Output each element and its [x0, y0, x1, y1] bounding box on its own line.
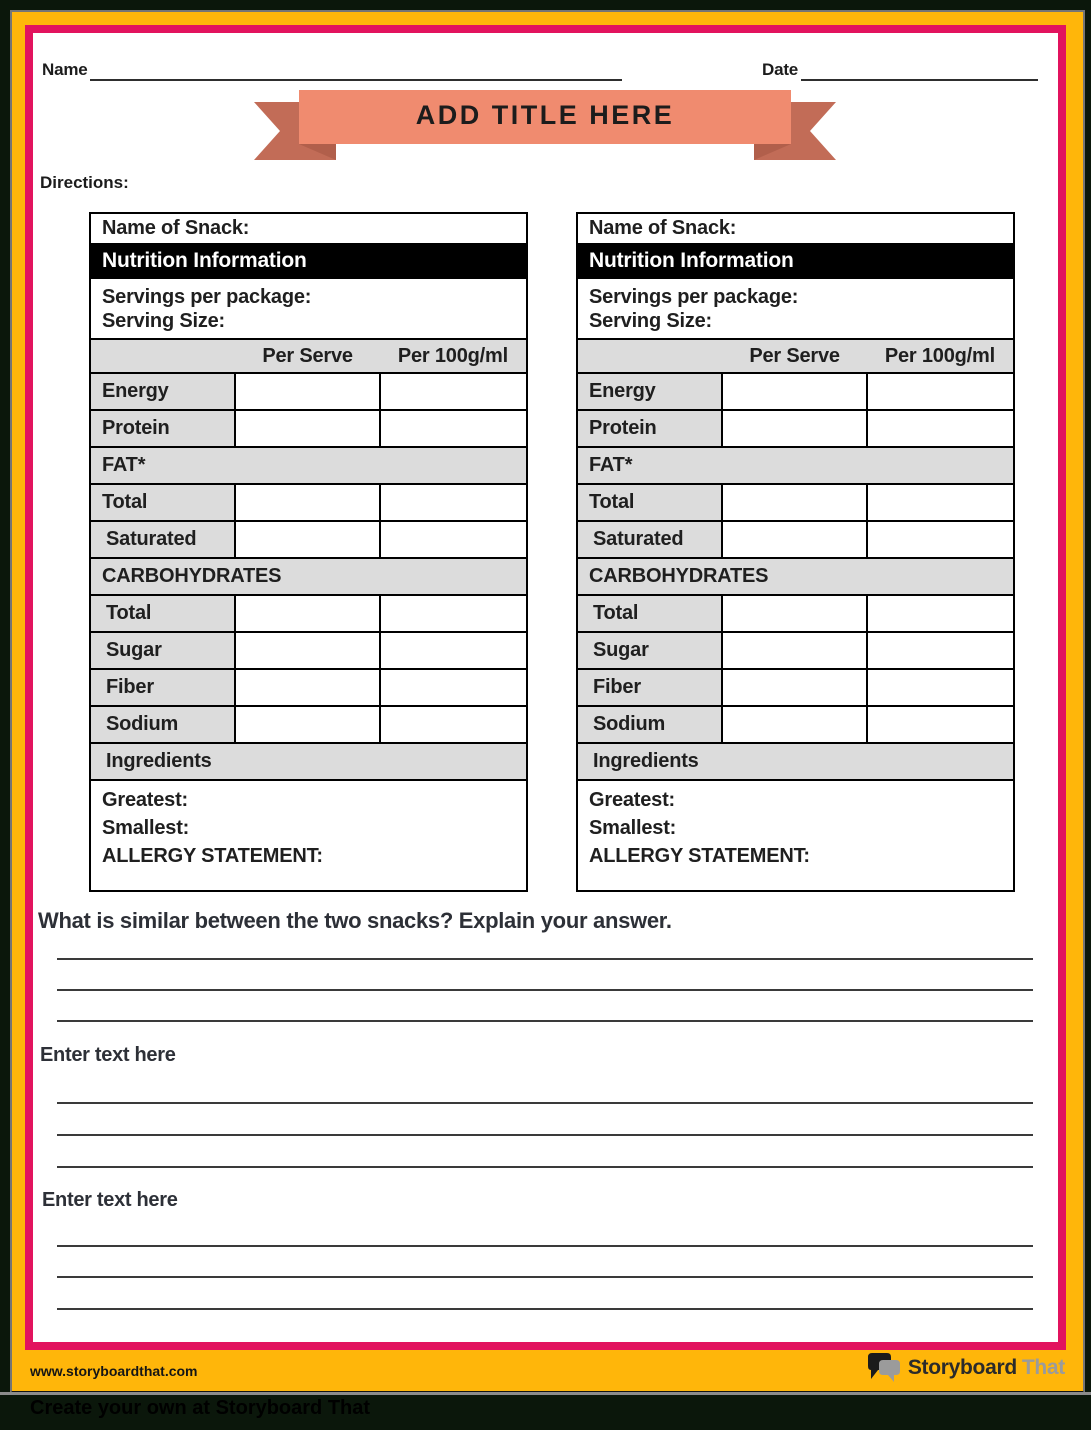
- fat-total-label-cell: Total: [577, 484, 722, 521]
- fat-section-row: FAT*: [577, 447, 1014, 484]
- fiber-label-cell: Fiber: [90, 669, 235, 706]
- carb-total-per-100-cell[interactable]: [380, 595, 527, 632]
- energy-label-cell: Energy: [577, 373, 722, 410]
- fat-total-per-100-cell[interactable]: [380, 484, 527, 521]
- per-100-column-header: Per 100g/ml: [884, 344, 995, 367]
- carbohydrates-section-row: CARBOHYDRATES: [90, 558, 527, 595]
- saturated-per-serve-cell[interactable]: [722, 521, 867, 558]
- saturated-label-cell: Saturated: [90, 521, 235, 558]
- fat-total-per-serve-cell[interactable]: [722, 484, 867, 521]
- protein-per-100-cell[interactable]: [380, 410, 527, 447]
- fiber-per-100-cell[interactable]: [380, 669, 527, 706]
- energy-label-cell: Energy: [90, 373, 235, 410]
- empty-column-header: [91, 345, 235, 368]
- ingredients-section-row: Ingredients: [577, 743, 1014, 780]
- serving-size-label: Serving Size:: [102, 309, 225, 332]
- smallest-label: Smallest:: [589, 817, 677, 839]
- brand-text-secondary: That: [1021, 1356, 1065, 1379]
- sodium-per-100-cell[interactable]: [380, 706, 527, 743]
- answer-line[interactable]: [57, 1134, 1033, 1136]
- nutrition-information-header: Nutrition Information: [90, 244, 527, 278]
- carb-total-label-cell: Total: [90, 595, 235, 632]
- fiber-per-serve-cell[interactable]: [235, 669, 380, 706]
- empty-column-header: [578, 345, 722, 368]
- date-label: Date: [762, 60, 799, 79]
- smallest-label: Smallest:: [102, 817, 190, 839]
- per-serve-column-header: Per Serve: [262, 344, 353, 367]
- sugar-per-serve-cell[interactable]: [235, 632, 380, 669]
- servings-cell[interactable]: [577, 278, 1014, 339]
- per-serve-column-header: Per Serve: [749, 344, 840, 367]
- allergy-statement-label: ALLERGY STATEMENT:: [589, 845, 810, 867]
- enter-text-placeholder-1[interactable]: Enter text here: [40, 1044, 176, 1066]
- name-line[interactable]: [90, 79, 622, 81]
- nutrition-information-header: Nutrition Information: [577, 244, 1014, 278]
- fiber-label-cell: Fiber: [577, 669, 722, 706]
- saturated-per-100-cell[interactable]: [867, 521, 1014, 558]
- saturated-per-100-cell[interactable]: [380, 521, 527, 558]
- protein-label-cell: Protein: [577, 410, 722, 447]
- servings-per-package-label: Servings per package:: [589, 285, 799, 308]
- storyboardthat-logo[interactable]: [867, 1350, 1065, 1386]
- energy-per-serve-cell[interactable]: [235, 373, 380, 410]
- carb-total-per-100-cell[interactable]: [867, 595, 1014, 632]
- carb-total-per-serve-cell[interactable]: [235, 595, 380, 632]
- answer-line[interactable]: [57, 1020, 1033, 1022]
- nutrition-table-left: [89, 212, 528, 892]
- fiber-per-serve-cell[interactable]: [722, 669, 867, 706]
- nutrition-table-right: [576, 212, 1015, 892]
- website-link[interactable]: www.storyboardthat.com: [30, 1363, 198, 1379]
- answer-line[interactable]: [57, 1166, 1033, 1168]
- fat-total-per-serve-cell[interactable]: [235, 484, 380, 521]
- carb-total-label-cell: Total: [577, 595, 722, 632]
- summary-cell[interactable]: [90, 780, 527, 891]
- protein-per-serve-cell[interactable]: [722, 410, 867, 447]
- directions-label: Directions:: [40, 173, 129, 192]
- protein-per-100-cell[interactable]: [867, 410, 1014, 447]
- answer-line[interactable]: [57, 1102, 1033, 1104]
- answer-line[interactable]: [57, 989, 1033, 991]
- sugar-label-cell: Sugar: [90, 632, 235, 669]
- energy-per-100-cell[interactable]: [867, 373, 1014, 410]
- column-header-row: [90, 339, 527, 373]
- brand-text-primary: Storyboard: [907, 1356, 1017, 1379]
- carb-total-per-serve-cell[interactable]: [722, 595, 867, 632]
- sodium-label-cell: Sodium: [90, 706, 235, 743]
- serving-size-label: Serving Size:: [589, 309, 712, 332]
- sodium-label-cell: Sodium: [577, 706, 722, 743]
- fat-total-label-cell: Total: [90, 484, 235, 521]
- title-placeholder[interactable]: ADD TITLE HERE: [415, 100, 675, 130]
- protein-label-cell: Protein: [90, 410, 235, 447]
- ingredients-section-row: Ingredients: [90, 743, 527, 780]
- name-of-snack-cell[interactable]: Name of Snack:: [90, 213, 527, 244]
- storyboardthat-logo-icon: [867, 1352, 903, 1384]
- servings-cell[interactable]: [90, 278, 527, 339]
- fat-total-per-100-cell[interactable]: [867, 484, 1014, 521]
- sugar-label-cell: Sugar: [577, 632, 722, 669]
- name-of-snack-cell[interactable]: Name of Snack:: [577, 213, 1014, 244]
- answer-line[interactable]: [57, 958, 1033, 960]
- footer-tagline: Create your own at Storyboard That: [30, 1397, 371, 1419]
- carbohydrates-section-row: CARBOHYDRATES: [577, 558, 1014, 595]
- column-header-row: [577, 339, 1014, 373]
- energy-per-100-cell[interactable]: [380, 373, 527, 410]
- sugar-per-100-cell[interactable]: [380, 632, 527, 669]
- sugar-per-serve-cell[interactable]: [722, 632, 867, 669]
- similar-question-label: What is similar between the two snacks? Explain your answer.: [38, 908, 672, 933]
- answer-line[interactable]: [57, 1276, 1033, 1278]
- summary-cell[interactable]: [577, 780, 1014, 891]
- sugar-per-100-cell[interactable]: [867, 632, 1014, 669]
- sodium-per-serve-cell[interactable]: [722, 706, 867, 743]
- greatest-label: Greatest:: [589, 789, 676, 811]
- energy-per-serve-cell[interactable]: [722, 373, 867, 410]
- servings-per-package-label: Servings per package:: [102, 285, 312, 308]
- answer-line[interactable]: [57, 1308, 1033, 1310]
- saturated-label-cell: Saturated: [577, 521, 722, 558]
- sodium-per-serve-cell[interactable]: [235, 706, 380, 743]
- protein-per-serve-cell[interactable]: [235, 410, 380, 447]
- fiber-per-100-cell[interactable]: [867, 669, 1014, 706]
- enter-text-placeholder-2[interactable]: Enter text here: [42, 1189, 178, 1211]
- answer-line[interactable]: [57, 1245, 1033, 1247]
- per-100-column-header: Per 100g/ml: [397, 344, 508, 367]
- allergy-statement-label: ALLERGY STATEMENT:: [102, 845, 323, 867]
- date-line[interactable]: [801, 79, 1038, 81]
- greatest-label: Greatest:: [102, 789, 189, 811]
- fat-section-row: FAT*: [90, 447, 527, 484]
- frame-shadow-line: [0, 1392, 1091, 1395]
- name-label: Name: [42, 60, 88, 79]
- sodium-per-100-cell[interactable]: [867, 706, 1014, 743]
- saturated-per-serve-cell[interactable]: [235, 521, 380, 558]
